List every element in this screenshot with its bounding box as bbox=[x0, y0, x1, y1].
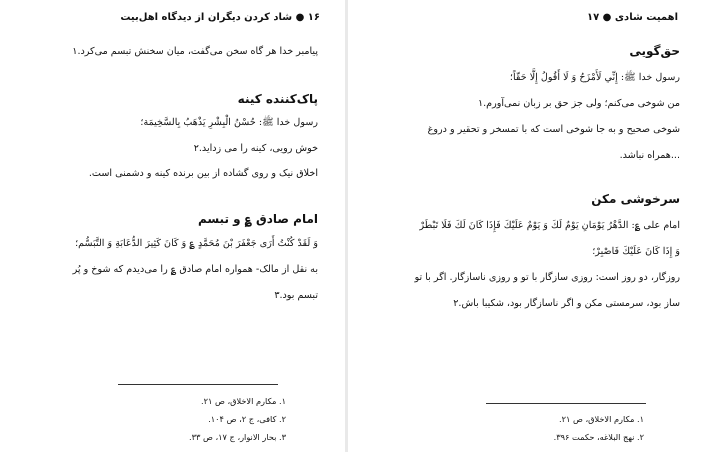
right-section1-line1: رسول خدا ﷺ: إِنِّي لَأَمْزَحُ وَ لَا أَقُولُ إِلَّا حَقّاً؛ bbox=[509, 72, 680, 83]
left-section1-title: پاک‌کننده کینه bbox=[237, 92, 318, 106]
left-section2-line1: وَ لَقَدْ كُنْتُ أَرَى جَعْفَرَ بْنَ مُحَمَّدٍ ؏ وَ كَانَ كَثِيرَ الدُّعَابَةِ وَ التَّبَسُّم؛ bbox=[75, 238, 318, 249]
right-section2-line1: امام علی ؏: الدَّهْرُ يَوْمَانِ يَوْمٌ لَكَ وَ يَوْمٌ عَلَيْكَ فَإِذَا كَانَ لَكَ فَلَا تَبْطَرْ bbox=[419, 220, 680, 231]
left-running-header: ۱۶ ● شاد کردن دیگران از دیدگاه اهل‌بیت bbox=[120, 12, 320, 23]
left-section2-title: امام صادق ؏ و تبسم bbox=[197, 212, 318, 226]
left-footnote-rule bbox=[118, 384, 278, 385]
left-section1-line1: رسول خدا ﷺ: حُسْنُ الْبِشْرِ يَذْهَبُ بِالسَّخِيمَة؛ bbox=[140, 117, 318, 128]
right-running-header: اهمیت شادی ● ۱۷ bbox=[586, 12, 678, 23]
right-section1-line3: شوخی صحیح و به جا شوخی است که با تمسخر و تحقیر و دروغ bbox=[427, 124, 680, 135]
right-section2-line2: وَ إِذَا كَانَ عَلَيْكَ فَاصْبِرْ؛ bbox=[592, 246, 680, 257]
left-footnote-2: ۲. کافی، ج ۲، ص ۱۰۴. bbox=[208, 414, 286, 424]
left-intro-line: پیامبر خدا هر گاه سخن می‌گفت، میان سخنش تبسم می‌کرد.۱ bbox=[72, 46, 318, 57]
left-section2-line3: تبسم بود.۳ bbox=[274, 290, 318, 301]
left-footnote-1: ۱. مکارم الاخلاق، ص ۲۱. bbox=[200, 396, 286, 406]
left-section1-line3: اخلاق نیک و روی گشاده از بین برنده کینه و دشمنی است. bbox=[88, 168, 318, 179]
right-section1-line2: من شوخی می‌کنم؛ ولی جز حق بر زبان نمی‌آورم.۱ bbox=[477, 98, 680, 109]
right-section1-line4: ...همراه نباشد. bbox=[619, 150, 680, 161]
right-section2-line3: روزگار، دو روز است: روزی سازگار با تو و روزی ناسازگار. اگر با تو bbox=[414, 272, 680, 283]
left-section2-line2: به نقل از مالک- همواره امام صادق ؏ را می‌دیدم که شوخ و پُر bbox=[72, 264, 318, 275]
left-section1-line2: خوش رویی، کینه را می زداید.۲ bbox=[193, 143, 318, 154]
right-footnote-1: ۱. مکارم الاخلاق، ص ۲۱. bbox=[558, 414, 644, 424]
right-footnote-2: ۲. نهج البلاغه، حکمت ۳۹۶. bbox=[553, 432, 644, 442]
right-section2-title: سرخوشی مکن bbox=[591, 192, 680, 206]
right-section2-line4: ساز بود، سرمستی مکن و اگر ناسازگار بود، شکیبا باش.۲ bbox=[453, 298, 680, 309]
right-footnote-rule bbox=[486, 403, 646, 404]
left-page bbox=[0, 0, 346, 452]
right-page bbox=[348, 0, 701, 452]
right-section1-title: حق‌گویی bbox=[629, 44, 680, 58]
left-footnote-3: ۳. بحار الانوار، ج ۱۷، ص ۳۳. bbox=[189, 432, 286, 442]
